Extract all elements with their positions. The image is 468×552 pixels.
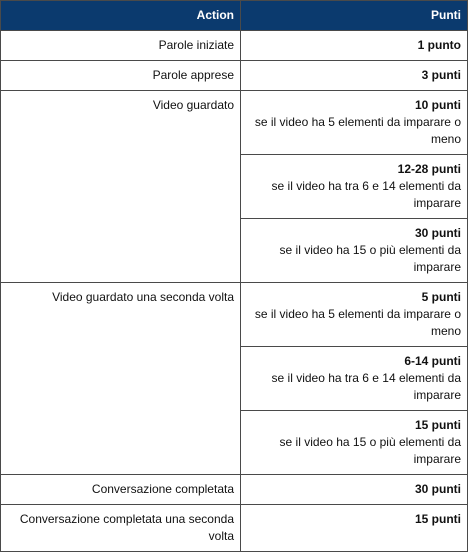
points-cell [241,219,468,283]
points-cell [241,475,468,505]
points-value: 6-14 punti [404,354,461,368]
points-cell [241,91,468,155]
points-value: 15 punti [414,512,461,526]
header-action: Action [1,1,241,31]
points-cell [241,61,468,91]
points-value: 10 punti [414,98,461,112]
table-row [1,61,468,91]
table-row [1,283,468,347]
header-points: Punti [241,1,468,31]
points-cell [241,411,468,475]
table-body [1,31,468,552]
points-value: 12-28 punti [397,162,461,176]
points-value: 30 punti [414,482,461,496]
table-row [1,91,468,155]
points-value: 30 punti [414,226,461,240]
action-cell: Video guardato [1,91,241,283]
table-row [1,475,468,505]
table-row [1,505,468,552]
points-cell [241,155,468,219]
action-cell: Parole iniziate [1,31,241,61]
points-condition: se il video ha tra 6 e 14 elementi da imparare [271,371,461,402]
table-row [1,31,468,61]
action-cell: Conversazione completata [1,475,241,505]
points-value: 15 punti [414,418,461,432]
points-condition: se il video ha 5 elementi da imparare o meno [254,307,461,338]
action-cell: Parole apprese [1,61,241,91]
action-cell: Conversazione completata una seconda volta [1,505,241,552]
points-value: 5 punti [421,290,461,304]
points-cell [241,347,468,411]
points-condition: se il video ha 5 elementi da imparare o meno [254,115,461,146]
points-value: 1 punto [417,38,461,52]
points-condition: se il video ha 15 o più elementi da imparare [279,435,461,466]
header-row [1,1,468,31]
table-header [1,1,468,31]
points-cell [241,283,468,347]
points-cell [241,505,468,552]
points-condition: se il video ha 15 o più elementi da imparare [279,243,461,274]
points-condition: se il video ha tra 6 e 14 elementi da imparare [271,179,461,210]
points-value: 3 punti [421,68,461,82]
points-cell [241,31,468,61]
action-cell: Video guardato una seconda volta [1,283,241,475]
